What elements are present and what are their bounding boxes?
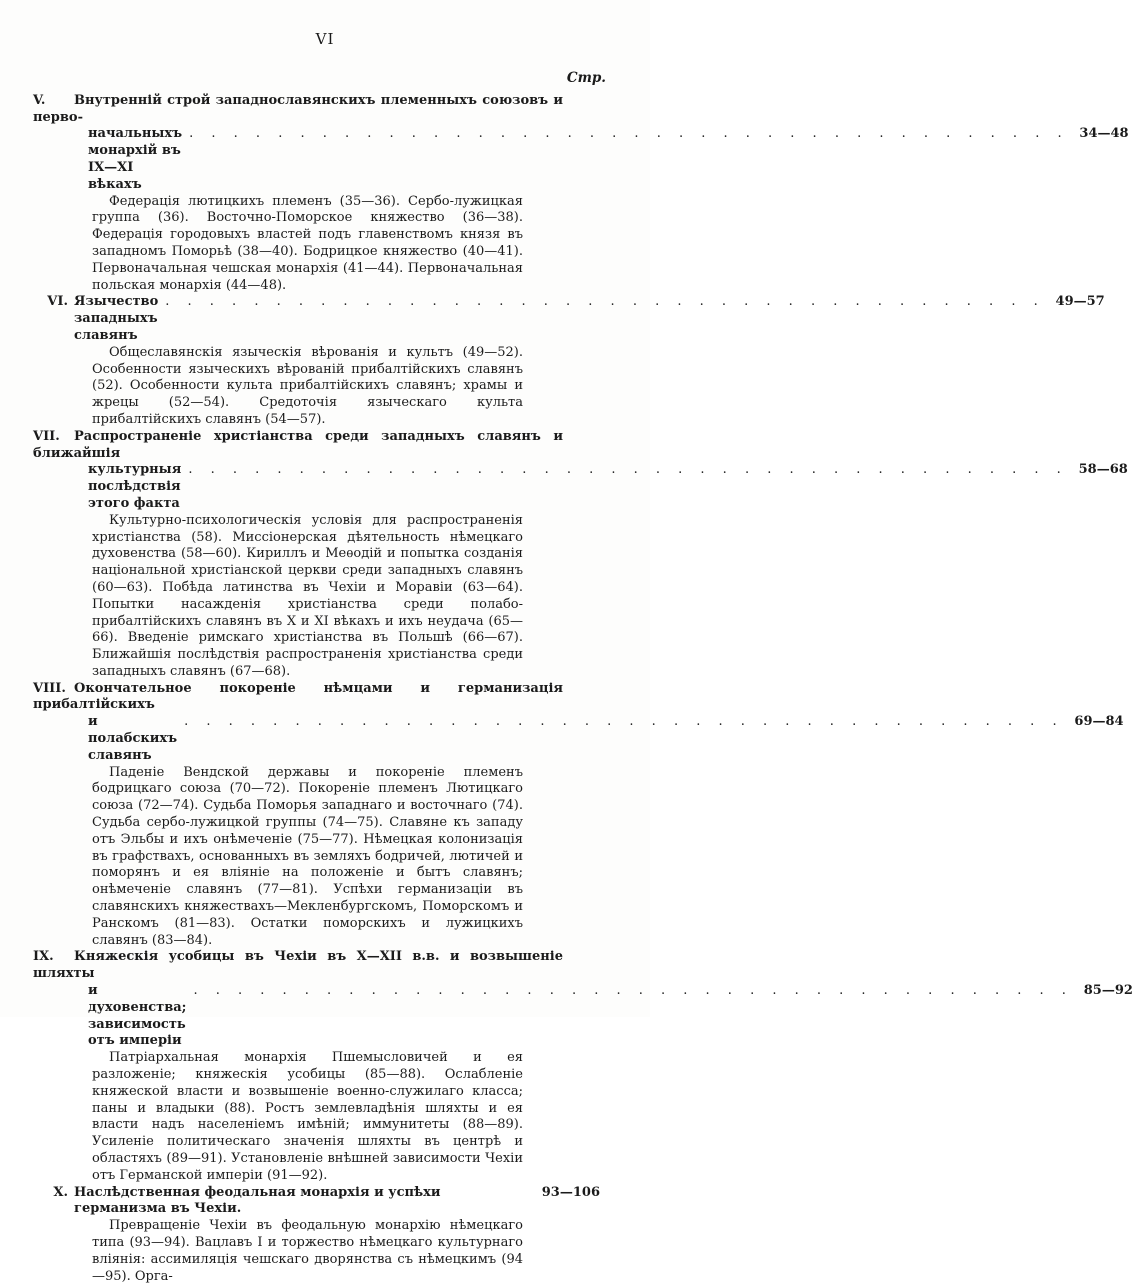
entry-heading xyxy=(33,1185,600,1219)
entry-numeral: VIII. xyxy=(33,680,66,696)
toc-entry xyxy=(0,949,1133,1184)
toc-list xyxy=(0,92,1133,1285)
entry-description: Общеславянскія языческія вѣрованія и культъ (49—52). Особенности языческихъ вѣрованій прибалтійскихъ славянъ (52). Особенности культа прибалтійскихъ славянъ; храмы и жрецы (52—54). Средоточія языческаго культа прибалтійскихъ славянъ (54—57). xyxy=(92,344,523,427)
entry-numeral: IX. xyxy=(33,949,54,965)
entry-title-line xyxy=(88,462,1128,512)
entry-heading xyxy=(33,680,1124,765)
entry-title-line xyxy=(33,93,600,127)
entry-page-range: 69—84 xyxy=(1074,714,1124,730)
entry-description: Паденіе Вендской державы и покореніе племенъ бодрицкаго союза (70—72). Покореніе племенъ Лютицкаго союза (72—74). Судьба Поморья западнаго и восточнаго (74). Судьба сербо-лужицкой группы (74—75). Славяне къ западу отъ Эльбы и ихъ онѣмеченіе (75—77). Нѣмецкая колонизація въ графствахъ, основанныхъ въ земляхъ бодричей, лютичей и поморянъ и ея вліяніе на положеніе и бытъ славянъ; онѣмеченіе славянъ (77—81). Успѣхи германизаціи въ славянскихъ княжествахъ—Мекленбургскомъ, Поморскомъ и Ранскомъ (81—83). Остатки поморскихъ и лужицкихъ славянъ (83—84). xyxy=(92,764,523,948)
entry-title-text: Распространеніе христіанства среди западныхъ славянъ и ближайшія xyxy=(33,428,563,461)
dot-leader xyxy=(165,294,1044,311)
toc-entry xyxy=(0,428,1128,681)
entry-title-line xyxy=(33,681,600,715)
page-number: VI xyxy=(315,30,335,48)
entry-title-line xyxy=(33,294,1105,344)
entry-page-range: 34—48 xyxy=(1079,126,1129,142)
entry-description: Федерація лютицкихъ племенъ (35—36). Сербо-лужицкая группа (36). Восточно-Поморское княжество (36—38). Федерація городовыхъ властей подъ главенствомъ князя въ западномъ Поморьѣ (38—40). Бодрицкое княжество (40—41). Первоначальная чешская монархія (41—44). Первоначальная польская монархія (44—48). xyxy=(92,193,523,293)
entry-description: Патріархальная монархія Пшемысловичей и ея разложеніе; княжескія усобицы (85—88). Ослабленіе княжеской власти и возвышеніе военно-служилаго класса; паны и владыки (88). Ростъ землевладѣнія шляхты и ея власти надъ населеніемъ имѣній; иммунитеты (88—89). Усиленіе политическаго значенія шляхты въ центрѣ и областяхъ (89—91). Установленіе внѣшней зависимости Чехіи отъ Германской имперіи (91—92). xyxy=(92,1050,523,1183)
entry-title-text: начальныхъ монархій въ IX—XI вѣкахъ xyxy=(88,126,183,192)
entry-page-range: 93—106 xyxy=(541,1184,600,1200)
entry-heading xyxy=(33,428,1128,513)
entry-title-text: Язычество западныхъ славянъ xyxy=(74,294,159,343)
entry-description: Превращеніе Чехіи въ феодальную монархію нѣмецкаго типа (93—94). Вацлавъ I и торжество нѣмецкаго культурнаго вліянія: ассимиляція чешскаго дворянства съ нѣмецкимъ (94—95). Орга- xyxy=(92,1218,523,1284)
entry-title-line xyxy=(88,714,1124,764)
entry-page-range: 85—92 xyxy=(1083,983,1133,999)
entry-title-text: Наслѣдственная феодальная монархія и успѣхи германизма въ Чехіи. xyxy=(74,1184,441,1217)
dot-leader xyxy=(188,462,1067,479)
entry-numeral: V. xyxy=(33,92,46,108)
entry-title-text: Окончательное покореніе нѣмцами и германизація прибалтійскихъ xyxy=(33,680,563,713)
entry-title-line xyxy=(33,429,600,463)
dot-leader xyxy=(189,126,1068,143)
entry-numeral: X. xyxy=(53,1184,68,1200)
entry-title-text: культурныя послѣдствія этого факта xyxy=(88,462,182,511)
entry-title-text: Княжескія усобицы въ Чехіи въ X—XII в.в. и возвышеніе шляхты xyxy=(33,949,563,982)
entry-title-text: Внутренній строй западнославянскихъ племенныхъ союзовъ и перво- xyxy=(33,92,563,125)
entry-page-range: 58—68 xyxy=(1078,462,1128,478)
entry-title-line xyxy=(33,949,600,983)
entry-title-text: и духовенства; зависимость отъ имперіи xyxy=(88,983,187,1049)
entry-heading xyxy=(33,92,1129,194)
toc-entry xyxy=(0,1185,650,1285)
entry-title-line xyxy=(88,126,1129,193)
entry-numeral: VII. xyxy=(33,428,60,444)
entry-page-range: 49—57 xyxy=(1055,294,1105,310)
toc-entry xyxy=(0,92,1129,295)
entry-title-line xyxy=(88,983,1133,1050)
entry-heading xyxy=(33,949,1133,1050)
dot-leader xyxy=(184,714,1063,731)
pages-column-header: Стр. xyxy=(566,70,606,86)
toc-entry xyxy=(0,680,1124,950)
entry-description: Культурно-психологическія условія для распространенія христіанства (58). Миссіонерская дѣятельность нѣмецкаго духовенства (58—60). Кириллъ и Меѳодій и попытка созданія національной христіанской церкви среди западныхъ славянъ (60—63). Побѣда латинства въ Чехіи и Моравіи (63—64). Попытки насажденія христіанства среди полабо-прибалтійскихъ славянъ въ X и XI вѣкахъ и ихъ неудача (65—66). Введеніе римскаго христіанства въ Польшѣ (66—67). Ближайшія послѣдствія распространенія христіанства среди западныхъ славянъ (67—68). xyxy=(92,512,523,679)
entry-title-text: и полабскихъ славянъ xyxy=(88,714,178,763)
toc-entry xyxy=(0,294,1105,428)
entry-numeral: VI. xyxy=(47,294,68,310)
entry-title-line xyxy=(33,1185,600,1219)
dot-leader xyxy=(193,983,1072,1000)
entry-heading xyxy=(33,294,1105,344)
